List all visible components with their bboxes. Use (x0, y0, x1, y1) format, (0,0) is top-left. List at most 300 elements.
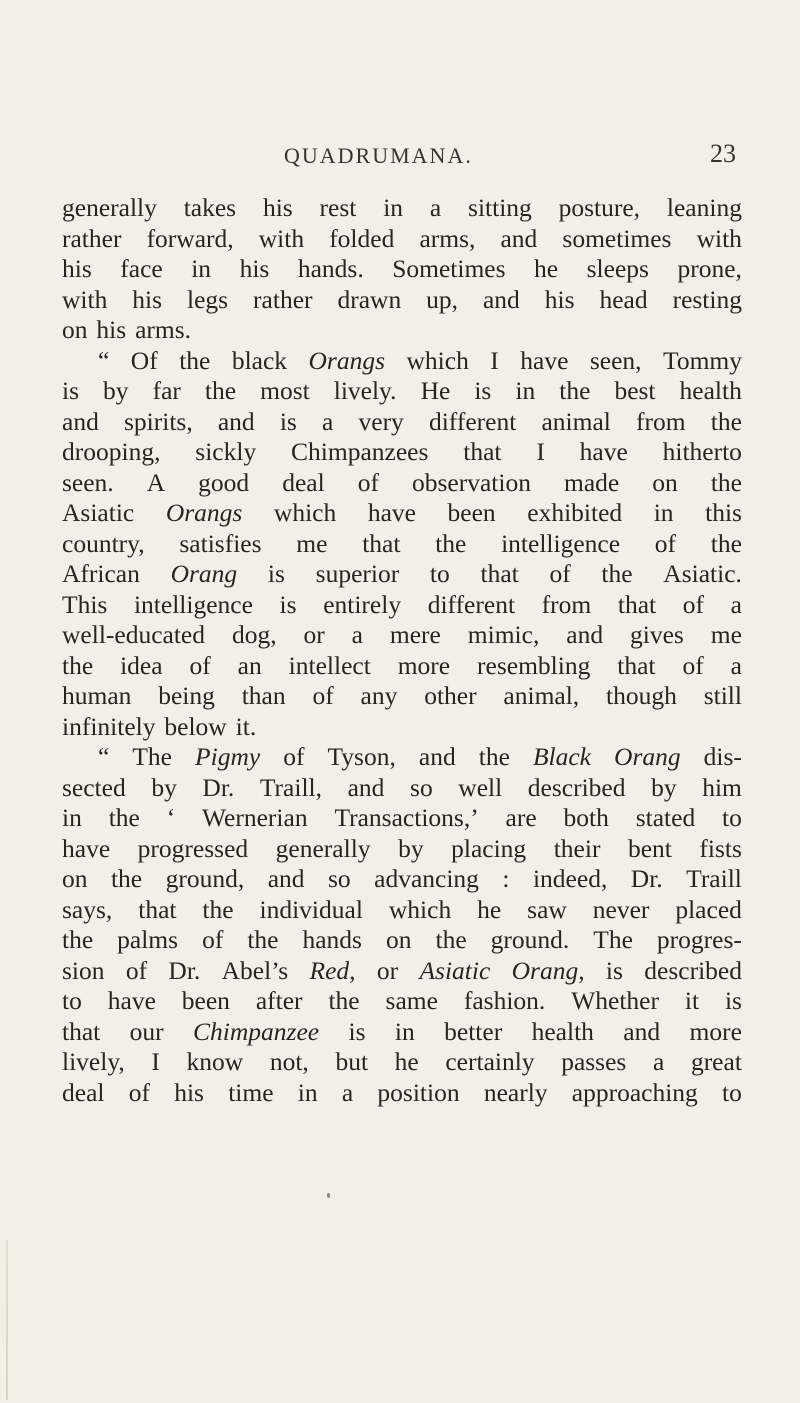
word: different (428, 406, 517, 436)
word: by (651, 772, 677, 802)
word: mimic, (467, 620, 540, 649)
word: head (599, 284, 648, 314)
word: below (164, 711, 227, 741)
word: his (62, 254, 92, 283)
word: on (652, 467, 678, 497)
word: by (398, 833, 424, 863)
word: his (262, 193, 293, 222)
word: our (129, 1016, 164, 1046)
word: that (138, 894, 177, 924)
word: an (237, 650, 262, 680)
word: the (601, 559, 633, 588)
word: been (181, 986, 230, 1015)
text-line (62, 468, 742, 499)
word: well-educated (62, 620, 206, 649)
word: and (267, 864, 305, 893)
word: or (376, 955, 399, 985)
word: Orang (614, 742, 681, 771)
word: resting (672, 284, 742, 314)
word: to (429, 559, 450, 588)
word: the (247, 925, 279, 954)
word: fashion. (463, 986, 546, 1015)
word: better (444, 1016, 503, 1046)
word: to (722, 803, 742, 832)
word: intelligence (133, 589, 253, 619)
word: deal (62, 1077, 105, 1107)
word: sleeps (586, 254, 649, 283)
word: rather (253, 284, 313, 314)
word: after (255, 986, 303, 1015)
word: drawn (337, 284, 402, 314)
word: of (357, 467, 379, 497)
word: of (125, 955, 148, 985)
word: hitherto (662, 437, 742, 466)
word: intelligence (501, 528, 621, 558)
text-line (62, 498, 742, 529)
word: of (682, 589, 704, 619)
word: a (730, 650, 742, 680)
word: spirits, (123, 406, 193, 436)
word: that (463, 437, 502, 466)
word: Orangs (308, 345, 386, 375)
word: takes (183, 193, 237, 222)
word: a (652, 1047, 665, 1076)
page-header (62, 139, 736, 183)
page-edge-shadow (6, 1240, 8, 1400)
word: me (296, 528, 328, 558)
word: of (549, 559, 571, 588)
word: the (710, 528, 742, 558)
word: the (435, 528, 467, 558)
word: the (204, 376, 237, 405)
word: Red, (309, 955, 356, 985)
word: dog, (231, 620, 277, 649)
word: animal, (503, 681, 580, 710)
word: is (267, 559, 285, 588)
word: is (605, 955, 623, 985)
text-line (62, 925, 742, 956)
word: the (559, 376, 591, 405)
word: with (62, 284, 108, 314)
word: of (202, 925, 224, 954)
word: the (108, 803, 140, 832)
word: in (62, 803, 82, 832)
word: prone, (677, 254, 742, 283)
word: and (347, 772, 385, 802)
word: drooping, (62, 437, 161, 466)
word: any (360, 681, 398, 710)
word: the (179, 345, 211, 375)
word: up, (426, 284, 459, 314)
word: individual (259, 894, 363, 924)
word: “ (98, 742, 110, 771)
word: their (553, 833, 601, 863)
word: hands (302, 925, 362, 954)
text-line (62, 437, 742, 468)
word: the (202, 894, 234, 924)
word: deal (282, 467, 325, 497)
word: satisfies (179, 528, 262, 558)
text-line (62, 712, 742, 743)
word: with (258, 223, 305, 253)
word: the (62, 650, 94, 680)
word: a (322, 406, 334, 436)
word: of (682, 650, 704, 680)
text-line (62, 956, 742, 987)
word: are (505, 803, 537, 832)
word: human (62, 681, 132, 710)
text-line (62, 315, 742, 346)
text-line (62, 803, 742, 834)
word: on (62, 315, 88, 344)
word: the (478, 742, 510, 771)
word: time (228, 1077, 274, 1107)
word: which (406, 345, 469, 375)
word: lively, (62, 1047, 125, 1076)
word: it. (235, 711, 257, 741)
word: sometimes (562, 223, 672, 253)
word: sected (62, 772, 126, 802)
word: with (696, 223, 742, 253)
word: not, (269, 1047, 309, 1076)
word: been (447, 498, 496, 527)
word: leaning (666, 193, 742, 222)
word: a (351, 620, 363, 649)
word: Traill, (259, 772, 322, 802)
word: ground, (165, 864, 245, 893)
text-line (62, 346, 742, 377)
word: the (328, 986, 360, 1015)
word: in (383, 193, 404, 222)
text-line (62, 590, 742, 621)
word: gives (630, 620, 684, 649)
word: Asiatic (62, 498, 135, 527)
word: great (690, 1047, 742, 1076)
word: Of (130, 345, 158, 375)
word: infinitely (62, 711, 156, 741)
word: or (303, 620, 325, 649)
word: that (480, 559, 519, 588)
word: well (458, 772, 503, 802)
word: have (579, 437, 628, 466)
word: from (541, 589, 592, 619)
word: and (482, 284, 520, 314)
word: generally (275, 833, 371, 863)
word: Asiatic. (663, 559, 742, 588)
word: have (107, 986, 156, 1015)
text-line (62, 1047, 742, 1078)
word: that (62, 1016, 101, 1046)
word: saw (527, 894, 567, 924)
word: described (527, 772, 626, 802)
word: seen, (589, 345, 642, 375)
word: never (592, 894, 650, 924)
word: dis- (703, 742, 742, 771)
word: progres- (656, 925, 742, 954)
word: his (96, 315, 127, 344)
word: This (62, 589, 108, 619)
word: stated (635, 803, 696, 832)
word: of (312, 681, 334, 710)
word: the (62, 925, 94, 954)
word: ground. (490, 925, 570, 954)
word: posture, (558, 193, 641, 222)
word: folded (329, 223, 395, 253)
word: and (418, 742, 456, 771)
word: and (566, 620, 604, 649)
word: his (174, 1077, 204, 1107)
text-line (62, 224, 742, 255)
word: his (544, 284, 575, 314)
text-line (62, 193, 742, 224)
word: on (385, 925, 412, 954)
word: Dr. (630, 864, 663, 893)
word: good (198, 467, 250, 497)
word: animal (541, 406, 611, 436)
word: He (420, 376, 451, 405)
word: forward, (146, 223, 234, 253)
word: have (367, 498, 416, 527)
word: being (158, 681, 215, 710)
word: same (385, 986, 438, 1015)
ink-speck (327, 1193, 330, 1198)
word: Wernerian (202, 803, 308, 832)
word: best (614, 376, 656, 405)
word: rather (62, 223, 122, 253)
word: The (132, 742, 173, 771)
word: I (490, 345, 499, 375)
word: Whether (571, 986, 659, 1015)
text-line (62, 742, 742, 773)
word: progressed (137, 833, 249, 863)
word: intellect (288, 650, 371, 680)
word: Black (532, 742, 592, 771)
word: Sometimes (392, 254, 506, 283)
body-text (62, 193, 742, 1108)
text-line (62, 651, 742, 682)
word: a (429, 193, 442, 222)
word: by (103, 376, 129, 405)
word: the (435, 925, 467, 954)
word: that (617, 589, 657, 619)
text-line (62, 620, 742, 651)
word: and (62, 406, 99, 436)
word: is (279, 406, 297, 436)
word: legs (187, 284, 229, 314)
word: I (536, 437, 545, 466)
word: entirely (323, 589, 402, 619)
word: different (427, 589, 516, 619)
word: idea (120, 650, 163, 680)
word: of (283, 742, 305, 771)
word: but (335, 1047, 369, 1076)
text-line (62, 895, 742, 926)
word: in (515, 376, 536, 405)
word: African (62, 559, 140, 588)
word: observation (412, 467, 531, 497)
word: me (710, 620, 742, 649)
word: the (710, 406, 742, 436)
word: this (705, 498, 742, 527)
word: palms (117, 925, 179, 954)
word: still (703, 681, 742, 710)
word: mere (389, 620, 441, 649)
text-line (62, 407, 742, 438)
text-line (62, 1017, 742, 1048)
word: of (654, 528, 677, 558)
word: is (348, 1016, 366, 1046)
word: so (327, 864, 351, 893)
word: a (730, 589, 742, 619)
word: I (151, 1047, 160, 1076)
word: rest (319, 193, 357, 222)
word: and (500, 223, 538, 253)
text-line (62, 559, 742, 590)
word: nearly (483, 1077, 548, 1107)
word: than (241, 681, 286, 710)
word: made (564, 467, 620, 497)
page-number: 23 (710, 139, 736, 168)
word: of (189, 650, 211, 680)
word: Asiatic (419, 955, 491, 985)
word: in (191, 254, 212, 283)
word: hands. (297, 254, 364, 283)
text-line (62, 864, 742, 895)
word: the (110, 864, 143, 893)
text-line (62, 254, 742, 285)
word: to (62, 986, 82, 1015)
word: which (388, 894, 452, 924)
word: arms, (419, 223, 476, 253)
word: his (132, 284, 163, 314)
word: it (684, 986, 700, 1015)
word: arms. (135, 315, 192, 344)
word: in (297, 1077, 318, 1107)
word: more (397, 650, 451, 680)
word: very (358, 406, 404, 436)
word: by (151, 772, 177, 802)
word: he (477, 894, 502, 924)
word: Tommy (663, 345, 742, 375)
word: that (362, 528, 401, 558)
word: and (217, 406, 255, 436)
word: exhibited (527, 498, 623, 527)
word: is (474, 376, 492, 405)
word: approaching (571, 1077, 698, 1107)
word: ‘ (166, 803, 176, 832)
word: he (534, 254, 559, 283)
text-line (62, 529, 742, 560)
word: his (239, 254, 270, 283)
word: other (424, 681, 477, 710)
word: Tyson, (327, 742, 396, 771)
word: resembling (477, 650, 591, 680)
word: both (563, 803, 609, 832)
word: Chimpanzees (291, 437, 429, 466)
word: Dr. (202, 772, 235, 802)
word: in (394, 1016, 415, 1046)
text-line (62, 1078, 742, 1109)
word: says, (62, 894, 113, 924)
word: him (702, 772, 742, 802)
word: the (710, 467, 742, 497)
text-line (62, 986, 742, 1017)
word: more (689, 1016, 742, 1046)
word: that (617, 650, 656, 680)
word: far (152, 376, 181, 405)
word: A (146, 467, 166, 497)
word: from (636, 406, 686, 436)
word: country, (62, 528, 145, 558)
word: Orangs (165, 498, 243, 527)
text-line (62, 285, 742, 316)
word: “ (98, 345, 110, 375)
text-line (62, 773, 742, 804)
word: to (722, 1077, 742, 1107)
word: Orang, (511, 955, 585, 985)
word: which (273, 498, 337, 527)
word: health (679, 376, 742, 405)
word: superior (315, 559, 400, 588)
word: is (279, 589, 297, 619)
word: seen. (62, 467, 114, 497)
word: Pigmy (195, 742, 261, 771)
word: sickly (195, 437, 257, 466)
word: health (531, 1016, 594, 1046)
word: placing (451, 833, 527, 863)
word: a (341, 1077, 354, 1107)
word: Dr. (168, 955, 201, 985)
word: The (593, 925, 633, 954)
word: on (62, 864, 88, 893)
word: sion (62, 955, 105, 985)
word: generally (62, 193, 157, 222)
word: fists (699, 833, 742, 863)
word: in (653, 498, 674, 527)
word: have (520, 345, 569, 375)
word: of (128, 1077, 150, 1107)
text-line (62, 376, 742, 407)
word: is (62, 376, 80, 405)
word: Transactions,’ (334, 803, 479, 832)
word: know (186, 1047, 244, 1076)
word: lively. (333, 376, 397, 405)
word: is (724, 986, 742, 1015)
word: face (120, 254, 163, 283)
text-line (62, 834, 742, 865)
word: bent (627, 833, 672, 863)
word: so (410, 772, 433, 802)
word: have (62, 833, 111, 863)
word: most (260, 376, 310, 405)
running-head: QUADRUMANA. (284, 143, 473, 168)
word: Orang (170, 559, 238, 588)
text-line (62, 681, 742, 712)
word: indeed, (532, 864, 608, 893)
word: Traill (686, 864, 742, 893)
word: position (377, 1077, 460, 1107)
word: described (644, 955, 742, 985)
word: black (231, 345, 288, 375)
word: advancing (374, 864, 479, 893)
word: : (502, 864, 510, 893)
word: Abel’s (221, 955, 289, 985)
word: and (623, 1016, 661, 1046)
word: sitting (468, 193, 532, 222)
word: though (606, 681, 677, 710)
word: Chimpanzee (193, 1016, 320, 1046)
word: certainly (445, 1047, 535, 1076)
